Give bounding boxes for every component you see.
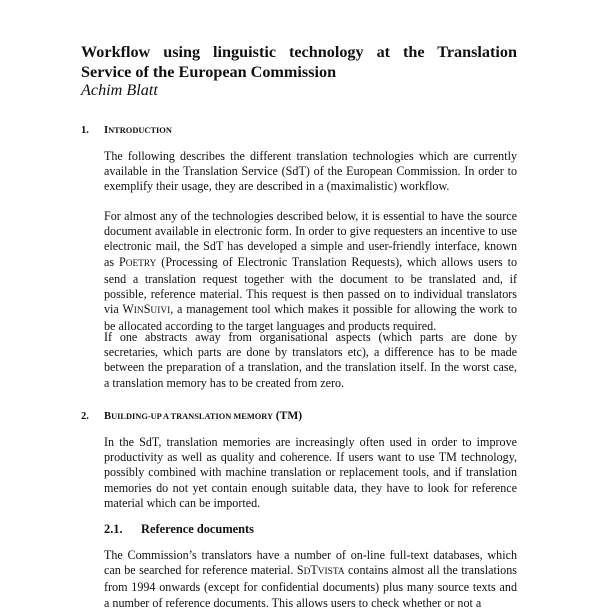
section-1-paragraph-2-part-b: (Processing of Electronic Translation Requests), which allows users to send a translation request together with the document to be translated and, if possible, reference material. This request is then passed on to individual translators via xyxy=(104,254,517,317)
winsuivi-s: S xyxy=(143,302,151,317)
paper-title: Workflow using linguistic technology at the Translation Service of the European Commission xyxy=(81,43,517,81)
section-1-paragraph-3: If one abstracts away from organisational aspects (which parts are done by secretaries, which parts are done by translators etc), a difference has to be made between the preparation of a translation, and the translation itself. In the worst case, a translation memory has to be created from zero. xyxy=(104,330,517,390)
section-2-heading xyxy=(81,409,302,424)
winsuivi-uivi: UIVI xyxy=(150,306,171,317)
winsuivi-w: W xyxy=(122,302,134,317)
section-2-1-paragraph-1-part-b: contains almost all the translations from 1994 onwards (except for confidential documents) plus many source texts and a number of reference documents. This allows users to check whether or not a xyxy=(104,563,517,610)
winsuivi-in: IN xyxy=(133,306,144,317)
sdtvista-rest: VISTA xyxy=(317,567,345,578)
section-2-1-title: Reference documents xyxy=(141,522,254,536)
section-1-paragraph-1: The following describes the different translation technologies which are currently available in the Translation Service (SdT) of the European Commission. In order to exemplify their usage, they are described in a (maximalistic) workflow. xyxy=(104,149,517,194)
sdtvista-t: T xyxy=(310,563,318,578)
poetry-rest: OETRY xyxy=(125,258,157,269)
sdtvista-d: D xyxy=(303,567,311,578)
section-1-heading-rest: NTRODUCTION xyxy=(108,126,172,135)
section-1-paragraph-2 xyxy=(104,209,517,335)
poetry-initial: P xyxy=(118,254,126,269)
paper-author: Achim Blatt xyxy=(81,81,158,99)
section-2-1-paragraph-1-part-a: The Commission’s translators have a number of on-line full-text databases, which can be searched for reference material. xyxy=(104,548,517,578)
sdtvista-s: S xyxy=(296,563,304,578)
section-1-number: 1. xyxy=(81,125,89,136)
section-2-1-heading xyxy=(104,522,254,537)
section-2-heading-tm: (TM) xyxy=(275,409,303,422)
section-2-heading-rest: UILDING-UP A TRANSLATION MEMORY xyxy=(111,412,274,421)
section-2-paragraph-1: In the SdT, translation memories are increasingly often used in order to improve productivity as well as quality and coherence. If users want to use TM technology, possibly combined with machine translation or replacement tools, and if translation memories do not yet contain enough suitable data, they have to look for reference material which can be imported. xyxy=(104,435,517,510)
section-2-number: 2. xyxy=(81,411,89,422)
section-1-heading xyxy=(81,124,172,138)
section-1-paragraph-2-part-c: , a management tool which makes it possible for allowing the work to be allocated according to the target languages and products required. xyxy=(104,302,517,334)
section-1-paragraph-2-part-a: For almost any of the technologies described below, it is essential to have the source document available in electronic form. In order to give requesters an incentive to use electronic mail, the SdT has developed a simple and user-friendly interface, known as xyxy=(104,209,517,269)
section-1-heading-initial: I xyxy=(104,125,109,136)
section-2-heading-initial: B xyxy=(104,411,112,422)
section-2-1-paragraph-1 xyxy=(104,548,517,611)
section-2-1-number: 2.1. xyxy=(104,522,123,536)
